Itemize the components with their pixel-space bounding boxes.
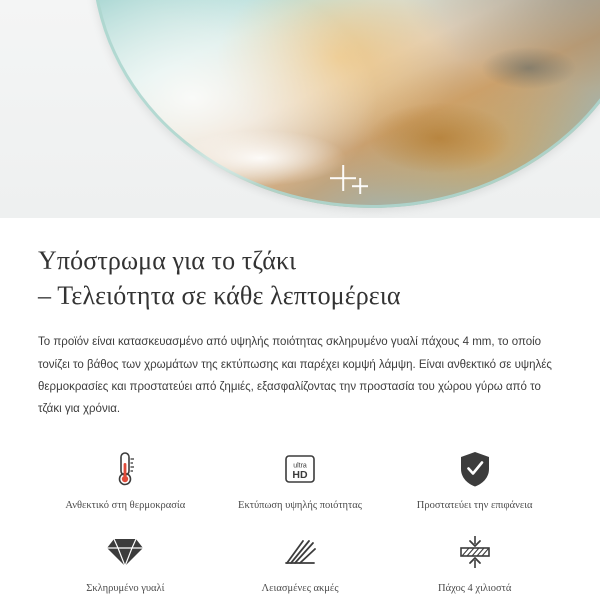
description-paragraph: Το προϊόν είναι κατασκευασμένο από υψηλής ποιότητας σκληρυμένο γυαλί πάχους 4 mm, το οποίο τονίζει το βάθος των χρωμάτων της εκτύπωσης και παρέχει κομψή λάμψη. Είναι ανθεκτικό σε υψηλές θερμοκρασίες και προστατεύει από ζημιές, εξασφαλίζοντας την προστασία του χώρου γύρω από το τζάκι για χρόνια.	[38, 336, 552, 416]
feature-item-polished-edges	[213, 526, 388, 597]
feature-item-surface-protection	[387, 443, 562, 514]
page-title-line-1: Υπόστρωμα για το τζάκι	[38, 246, 297, 275]
hero-image	[0, 0, 600, 218]
feature-grid	[38, 443, 562, 597]
feature-label: Προστατεύει την επιφάνεια	[416, 499, 533, 511]
feature-label: Πάχος 4 χιλιοστά	[438, 582, 512, 594]
feature-label: Ανθεκτικό στη θερμοκρασία	[65, 499, 186, 511]
svg-text:ultra: ultra	[293, 462, 307, 470]
polished-edges-icon	[280, 530, 320, 574]
diamond-icon	[104, 530, 146, 574]
feature-item-tempered-glass	[38, 526, 213, 597]
ultra-hd-icon	[280, 447, 320, 491]
page-title	[38, 244, 562, 313]
feature-item-thickness	[387, 526, 562, 597]
thickness-4mm-icon	[453, 530, 497, 574]
page-title-line-2: – Τελειότητα σε κάθε λεπτομέρεια	[38, 280, 401, 310]
shield-check-icon	[457, 447, 493, 491]
content-section	[0, 218, 600, 597]
feature-label: Σκληρυμένο γυαλί	[86, 582, 165, 594]
feature-item-print-quality	[213, 443, 388, 514]
feature-item-temperature-resistant	[38, 443, 213, 514]
feature-label: Λειασμένες ακμές	[261, 582, 339, 594]
svg-text:HD: HD	[292, 468, 308, 481]
thermometer-icon	[109, 447, 141, 491]
feature-label: Εκτύπωση υψηλής ποιότητας	[238, 499, 362, 511]
